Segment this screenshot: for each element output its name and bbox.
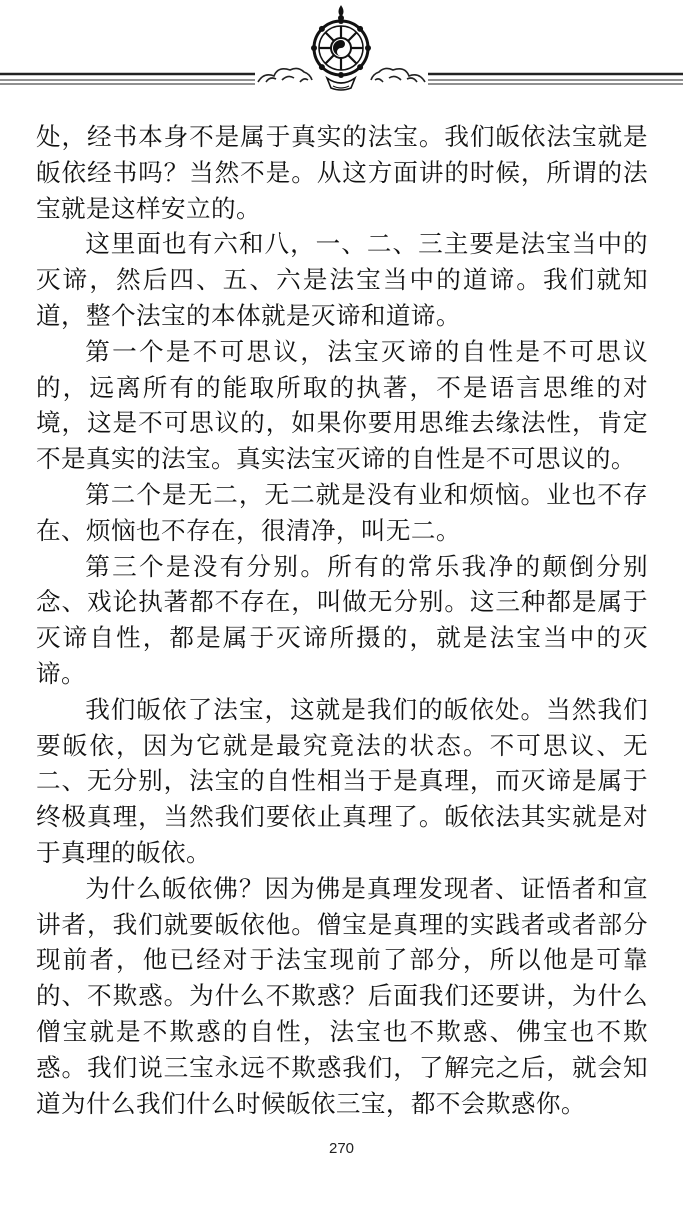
paragraph: 第三个是没有分别。所有的常乐我净的颠倒分别念、戏论执著都不存在，叫做无分别。这三种都是属于灭谛自性，都是属于灭谛所摄的，就是法宝当中的灭谛。 (36, 551, 648, 688)
page-header-ornament (0, 0, 683, 100)
paragraph: 我们皈依了法宝，这就是我们的皈依处。当然我们要皈依，因为它就是最究竟法的状态。不可思议、无二、无分别，法宝的自性相当于是真理，而灭谛是属于终极真理，当然我们要依止真理了。皈依法其实就是对于真理的皈依。 (36, 694, 648, 867)
paragraph: 第二个是无二，无二就是没有业和烦恼。业也不存在、烦恼也不存在，很清净，叫无二。 (36, 479, 648, 545)
paragraph: 为什么皈依佛？因为佛是真理发现者、证悟者和宣讲者，我们就要皈依他。僧宝是真理的实践者或者部分现前者，他已经对于法宝现前了部分，所以他是可靠的、不欺惑。为什么不欺惑？后面我们还要讲，为什么僧宝就是不欺惑的自性，法宝也不欺惑、佛宝也不欺惑。我们说三宝永远不欺惑我们，了解完之后，就会知道为什么我们什么时候皈依三宝，都不会欺惑你。 (36, 873, 648, 1118)
page-number: 270 (328, 1140, 355, 1157)
paragraph: 这里面也有六和八，一、二、三主要是法宝当中的灭谛，然后四、五、六是法宝当中的道谛。我们就知道，整个法宝的本体就是灭谛和道谛。 (36, 229, 648, 330)
paragraph: 第一个是不可思议，法宝灭谛的自性是不可思议的，远离所有的能取所取的执著，不是语言思维的对境，这是不可思议的，如果你要用思维去缘法性，肯定不是真实的法宝。真实法宝灭谛的自性是不可思议的。 (36, 336, 648, 474)
paragraph: 处，经书本身不是属于真实的法宝。我们皈依法宝就是皈依经书吗？当然不是。从这方面讲的时候，所谓的法宝就是这样安立的。 (36, 122, 648, 223)
header-rule (0, 0, 683, 100)
body-text (36, 119, 648, 1121)
